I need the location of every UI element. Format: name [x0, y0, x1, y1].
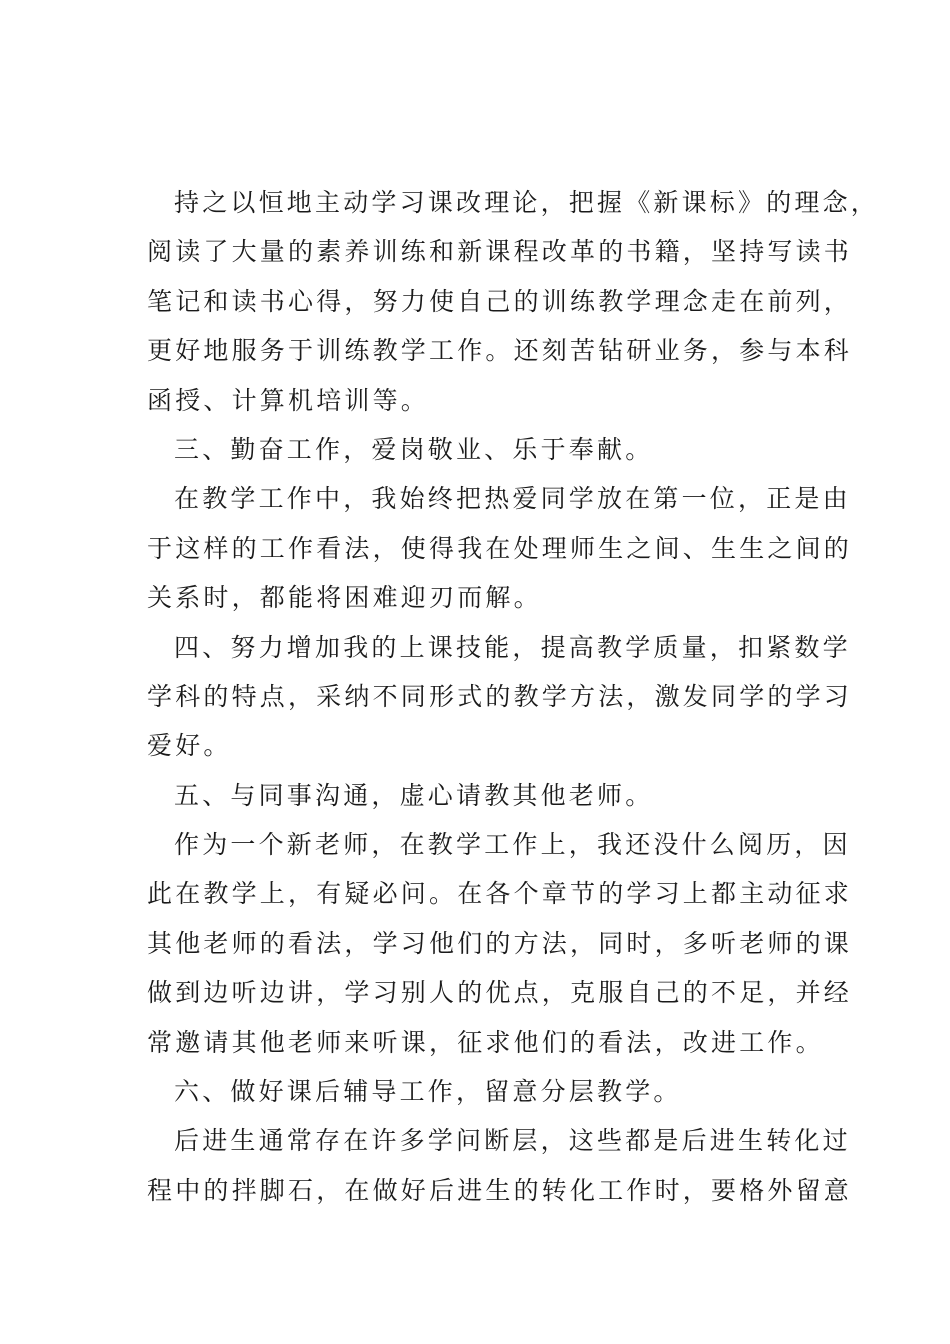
paragraph-line: 爱好。 — [147, 731, 232, 761]
paragraph-first-line: 在教学工作中，我始终把热爱同学放在第一位，正是由 — [174, 484, 851, 514]
paragraph-line: 做到边听边讲，学习别人的优点，克服自己的不足，并经 — [147, 978, 853, 1008]
paragraph-line: 学科的特点，采纳不同形式的教学方法，激发同学的学习 — [147, 681, 853, 711]
body-text — [147, 178, 880, 1215]
paragraph-line: 常邀请其他老师来听课，征求他们的看法，改进工作。 — [147, 1027, 824, 1057]
paragraph-line: 其他老师的看法，学习他们的方法，同时，多听老师的课 — [147, 928, 853, 958]
paragraph-first-line: 六、做好课后辅导工作，留意分层教学。 — [174, 1077, 682, 1107]
paragraph-line: 阅读了大量的素养训练和新课程改革的书籍，坚持写读书 — [147, 237, 853, 267]
paragraph-line: 更好地服务于训练教学工作。还刻苦钻研业务，参与本科 — [147, 336, 853, 366]
paragraph-first-line: 持之以恒地主动学习课改理论，把握《新课标》的理念， — [174, 188, 880, 217]
paragraph-line: 此在教学上，有疑必问。在各个章节的学习上都主动征求 — [147, 879, 853, 909]
paragraph-first-line: 三、勤奋工作，爱岗敬业、乐于奉献。 — [174, 434, 654, 464]
paragraph-first-line: 作为一个新老师，在教学工作上，我还没什么阅历，因 — [174, 830, 851, 860]
paragraph-line: 关系时，都能将困难迎刃而解。 — [147, 583, 542, 613]
paragraph-first-line: 后进生通常存在许多学问断层，这些都是后进生转化过 — [174, 1126, 851, 1156]
paragraph-first-line: 五、与同事沟通，虚心请教其他老师。 — [174, 780, 654, 810]
paragraph-line: 函授、计算机培训等。 — [147, 385, 430, 415]
paragraph-line: 程中的拌脚石，在做好后进生的转化工作时，要格外留意 — [147, 1175, 853, 1205]
paragraph-line: 于这样的工作看法，使得我在处理师生之间、生生之间的 — [147, 533, 853, 563]
paragraph-first-line: 四、努力增加我的上课技能，提高教学质量，扣紧数学 — [174, 632, 851, 662]
paragraph-line: 笔记和读书心得，努力使自己的训练教学理念走在前列， — [147, 286, 853, 316]
